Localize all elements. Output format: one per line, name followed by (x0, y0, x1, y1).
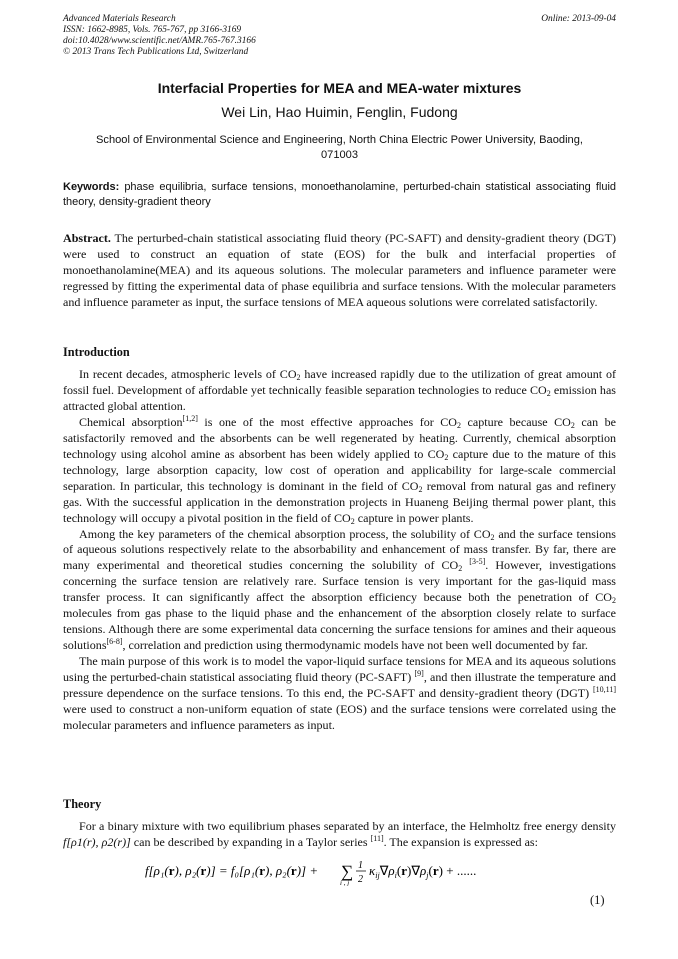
affiliation-line-1: School of Environmental Science and Engineering, North China Electric Power University, Baoding, (96, 134, 583, 146)
intro-paragraph-2 (63, 415, 616, 527)
inline-formula: f[ρ1(r), ρ2(r)] (63, 834, 131, 849)
affiliation (63, 133, 616, 163)
paper-title: Interfacial Properties for MEA and MEA-water mixtures (157, 80, 522, 96)
journal-header (63, 14, 616, 58)
paper-authors: Wei Lin, Hao Huimin, Fenglin, Fudong (221, 104, 458, 120)
subscript: 2 (444, 452, 449, 462)
text-run: . However, investigations concerning the surface tension are relatively rare. Surface tension is very important for the gas-liquid mass transfer process. It can significantly affect the absorption efficiency because both the penetration of CO (63, 558, 616, 605)
equation-right: $\kappa_{ij}\nabla\rho_i(r)\nabla\rho_j(r)$ + ...... (369, 863, 477, 880)
text-run: In recent decades, atmospheric levels of CO (79, 367, 297, 381)
citation[interactable]: [9] (414, 669, 424, 679)
sum-symbol: ∑ (341, 862, 354, 881)
citation[interactable]: [10,11] (592, 685, 616, 695)
copyright-line: © 2013 Trans Tech Publications Ltd, Switzerland (63, 47, 249, 57)
text-run: removal from natural gas and refinery gas. With the successful application in the demonstration projects in Huaneng Beijing thermal power plant, this technology will occupy a pivotal position in the field of CO (63, 478, 616, 525)
text-run: can be described by expanding in a Taylor series (130, 834, 371, 849)
equation-1 (145, 858, 555, 886)
doi-line: doi:10.4028/www.scientific.net/AMR.765-767.3166 (63, 36, 256, 46)
keywords (63, 180, 616, 210)
sum-index: i , j (340, 879, 350, 886)
subscript: 2 (612, 596, 616, 606)
affiliation-line-2: 071003 (320, 149, 359, 161)
introduction-heading: Introduction (63, 345, 130, 359)
theory-heading: Theory (63, 797, 102, 811)
subscript: 2 (296, 373, 301, 382)
text-run: emission has attracted global attention. (63, 382, 616, 413)
equation-left: f[ρ₁(r), ρ₂(r)] = f₀[ρ₁(r), ρ₂(r)] + (145, 863, 319, 878)
text-run: have increased rapidly due to the utilization of great amount of fossil fuel. Development of affordable yet technically feasible separation technologies to reduce CO (63, 367, 616, 397)
subscript: 2 (457, 420, 462, 430)
intro-paragraph-3 (63, 527, 616, 655)
keywords-text: phase equilibria, surface tensions, monoethanolamine, perturbed-chain statistical associating fluid theory, density-gradient theory (63, 181, 617, 208)
text-run: capture due to the mature of this technology, large absorption capacity, low cost of operation and applicability for large-scale commercial separation. In particular, this technology is dominant in the field of CO (63, 446, 616, 493)
subscript: 2 (418, 484, 423, 494)
text-run: , correlation and prediction using thermodynamic models have not been well documented by far. (122, 638, 588, 653)
text-run: Among the key parameters of the chemical absorption process, the solubility of CO (79, 526, 491, 541)
text-run: were used to construct a non-uniform equation of state (EOS) and the surface tensions were correlated using the molecular parameters and influence parameters as input. (63, 702, 616, 732)
subscript: 2 (546, 388, 551, 398)
citation[interactable]: [6-8] (106, 637, 123, 647)
intro-paragraph-1 (63, 367, 616, 415)
keywords-label: Keywords: (63, 181, 120, 193)
journal-name: Advanced Materials Research (63, 14, 176, 24)
frac-numerator: 1 (358, 860, 363, 871)
frac-denominator: 2 (358, 874, 363, 885)
text-run: and the surface tensions of aqueous solutions respectively relate to the absorbability and enhancement of mass transfer. By far, there are many experimental and theoretical studies concerning the solubility of CO (63, 526, 616, 573)
text-run: is one of the most effective approaches for CO (197, 414, 458, 429)
equation-number: (1) (590, 893, 605, 907)
subscript: 2 (490, 532, 495, 542)
text-run: Chemical absorption (79, 414, 183, 429)
subscript: 2 (570, 420, 575, 430)
intro-paragraph-4 (63, 654, 616, 734)
text-run: capture in power plants. (354, 510, 474, 525)
abstract-label: Abstract. (63, 231, 111, 245)
theory-body (63, 819, 616, 851)
text-run: , and then illustrate the temperature and pressure dependence on the surface tensions. To this end, the PC-SAFT and density-gradient theory (DGT) (63, 670, 616, 701)
abstract-text: The perturbed-chain statistical associating fluid theory (PC-SAFT) and density-gradient theory (DGT) were used to construct an equation of state (EOS) for the bulk and interfacial properties of monoethanolamine(MEA) and its aqueous solutions. The molecular parameters and influence parameter were regressed by fitting the experimental data of phase equilibria and surface tensions. With the molecular parameters and influence parameter as input, the surface tensions of MEA aqueous solutions were correlated satisfactorily. (63, 231, 617, 309)
text-run: can be satisfactorily removed and the absorbents can be well regenerated by heating. Currently, chemical absorption technology using alcohol amine as absorbent has been widely applied to CO (63, 414, 616, 461)
citation[interactable]: [11] (370, 833, 384, 843)
text-run: For a binary mixture with two equilibrium phases separated by an interface, the Helmholtz free energy density (79, 819, 616, 833)
theory-paragraph-1 (63, 819, 616, 851)
issn-line: ISSN: 1662-8985, Vols. 765-767, pp 3166-3169 (63, 25, 242, 35)
text-run: molecules from gas phase to the liquid phase and the enhancement of the absorption closely relate to surface tensions. Although there are some experimental data concerning the surface tensions for amines and their aqueous solutions (63, 606, 616, 653)
subscript: 2 (458, 564, 463, 574)
citation[interactable]: [1,2] (182, 413, 198, 423)
citation[interactable]: [3-5] (469, 557, 486, 567)
online-date: Online: 2013-09-04 (541, 14, 616, 24)
abstract (63, 231, 616, 311)
text-run: capture because CO (461, 414, 571, 429)
subscript: 2 (350, 516, 355, 526)
introduction-body (63, 367, 616, 734)
text-run: . The expansion is expressed as: (383, 834, 538, 849)
text-run: The main purpose of this work is to model the vapor-liquid surface tensions for MEA and its aqueous solutions using the perturbed-chain statistical associating fluid theory (PC-SAFT) (63, 654, 616, 685)
